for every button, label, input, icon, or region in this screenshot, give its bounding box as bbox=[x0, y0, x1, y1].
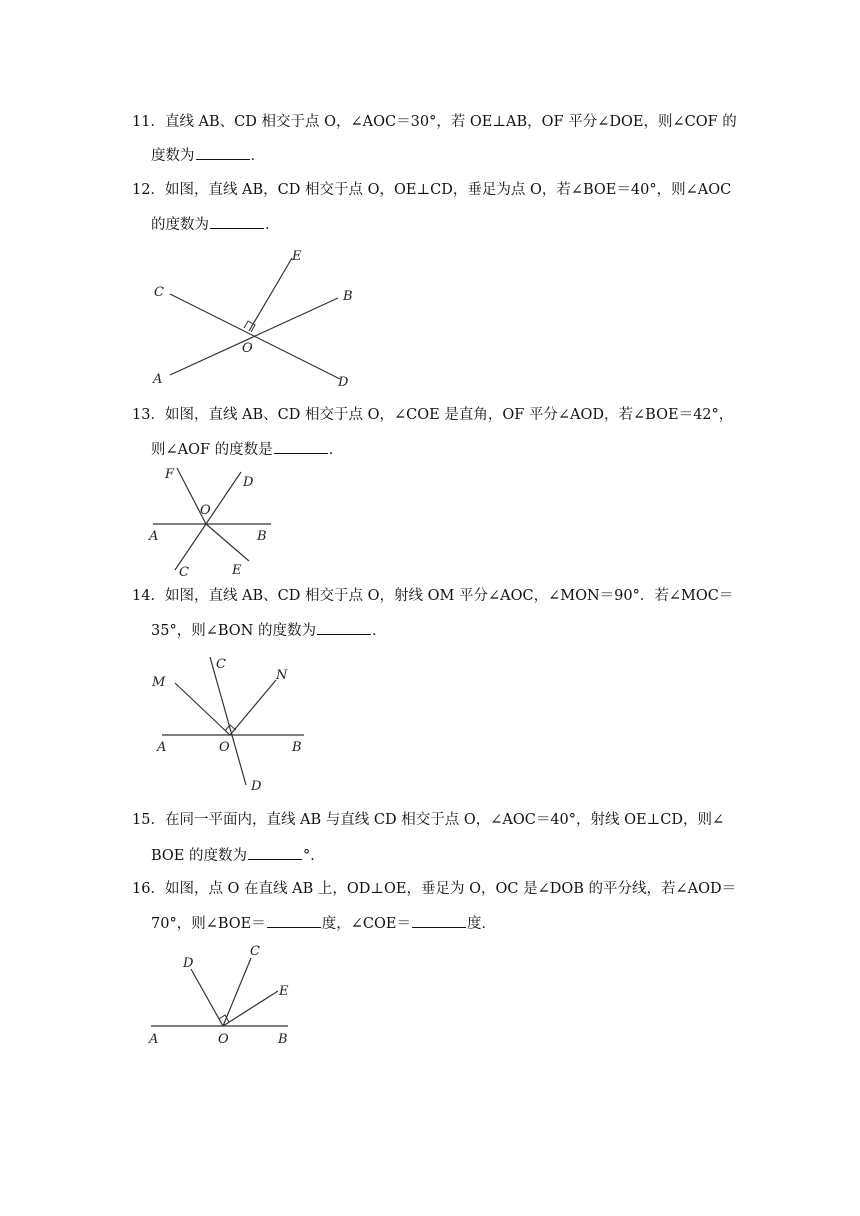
ray-oe bbox=[223, 991, 278, 1026]
problem-13-end: ． bbox=[328, 442, 344, 458]
problem-11-text: 11．直线 AB、CD 相交于点 O，∠AOC＝30°，若 OE⊥AB，OF 平分∠DOE，则∠COF 的 bbox=[132, 114, 737, 130]
problem-13-blank[interactable] bbox=[274, 439, 328, 454]
ray-om bbox=[175, 683, 230, 735]
problem-16-prompt: 70°，则∠BOE＝ bbox=[151, 916, 266, 932]
label-B: B bbox=[257, 529, 267, 544]
label-A: A bbox=[149, 1032, 159, 1047]
problem-14-end: ． bbox=[371, 623, 387, 639]
problem-12-prompt: 的度数为 bbox=[151, 217, 209, 233]
label-M: M bbox=[152, 675, 166, 690]
problem-14-prompt: 35°，则∠BON 的度数为 bbox=[151, 623, 316, 639]
label-C: C bbox=[216, 657, 226, 672]
label-D: D bbox=[183, 956, 194, 971]
label-C: C bbox=[154, 285, 164, 300]
label-A: A bbox=[149, 529, 159, 544]
label-D: D bbox=[338, 375, 349, 390]
problem-11-prompt: 度数为 bbox=[151, 148, 195, 164]
problem-12-figure bbox=[150, 245, 370, 395]
ray-on bbox=[230, 680, 276, 735]
label-D: D bbox=[243, 475, 254, 490]
label-F: F bbox=[165, 467, 175, 482]
label-O: O bbox=[242, 341, 253, 356]
problem-16-blank-1[interactable] bbox=[267, 913, 321, 928]
label-E: E bbox=[292, 249, 302, 264]
problem-13-text: 13．如图，直线 AB、CD 相交于点 O，∠COE 是直角，OF 平分∠AOD，若∠BOE＝42°， bbox=[132, 407, 734, 423]
problem-14-text: 14．如图，直线 AB、CD 相交于点 O，射线 OM 平分∠AOC，∠MON＝90°．若∠MOC＝ bbox=[132, 588, 734, 604]
ray-oe bbox=[249, 258, 292, 331]
label-B: B bbox=[278, 1032, 288, 1047]
problem-11-blank[interactable] bbox=[196, 145, 250, 160]
problem-14-blank[interactable] bbox=[317, 620, 371, 635]
problem-15-end: °． bbox=[303, 848, 325, 864]
problem-12-answer-line bbox=[151, 214, 280, 235]
problem-14-figure bbox=[150, 652, 320, 797]
label-B: B bbox=[343, 289, 353, 304]
problem-14-answer-line bbox=[151, 620, 386, 641]
problem-16-prompt-2: 度，∠COE＝ bbox=[321, 916, 411, 932]
problem-15-text: 15．在同一平面内，直线 AB 与直线 CD 相交于点 O，∠AOC＝40°，射线 OE⊥CD，则∠ bbox=[132, 812, 725, 828]
problem-13-prompt: 则∠AOF 的度数是 bbox=[151, 442, 273, 458]
problem-15-answer-line bbox=[151, 845, 325, 866]
ray-oe bbox=[206, 524, 249, 561]
problem-11-answer-line bbox=[151, 145, 265, 166]
problem-16-end: 度． bbox=[466, 916, 496, 932]
label-N: N bbox=[276, 668, 288, 683]
label-A: A bbox=[153, 372, 163, 387]
problem-11-end: ． bbox=[250, 148, 265, 164]
label-O: O bbox=[200, 503, 211, 518]
label-D: D bbox=[251, 779, 262, 794]
problem-15-prompt: BOE 的度数为 bbox=[151, 848, 248, 864]
line-cd bbox=[175, 472, 241, 570]
label-E: E bbox=[232, 563, 242, 578]
ray-oc bbox=[223, 958, 251, 1026]
label-A: A bbox=[157, 740, 167, 755]
problem-12-text: 12．如图，直线 AB，CD 相交于点 O，OE⊥CD，垂足为点 O，若∠BOE＝40°，则∠AOC bbox=[132, 182, 732, 198]
label-C: C bbox=[250, 944, 260, 959]
label-E: E bbox=[279, 984, 289, 999]
problem-16-answer-line bbox=[151, 913, 496, 934]
ray-od bbox=[191, 969, 223, 1026]
problem-12-end: ． bbox=[265, 217, 280, 233]
problem-16-blank-2[interactable] bbox=[412, 913, 466, 928]
problem-13-answer-line bbox=[151, 439, 343, 460]
problem-16-figure bbox=[145, 940, 305, 1050]
problem-16-text: 16．如图，点 O 在直线 AB 上，OD⊥OE，垂足为 O，OC 是∠DOB 的平分线，若∠AOD＝ bbox=[132, 881, 737, 897]
label-O: O bbox=[219, 740, 230, 755]
line-ab bbox=[170, 298, 338, 375]
problem-12-blank[interactable] bbox=[210, 214, 264, 229]
problem-13-figure bbox=[145, 462, 285, 582]
label-B: B bbox=[292, 740, 302, 755]
label-O: O bbox=[218, 1032, 229, 1047]
label-C: C bbox=[179, 565, 189, 580]
problem-15-blank[interactable] bbox=[248, 845, 302, 860]
